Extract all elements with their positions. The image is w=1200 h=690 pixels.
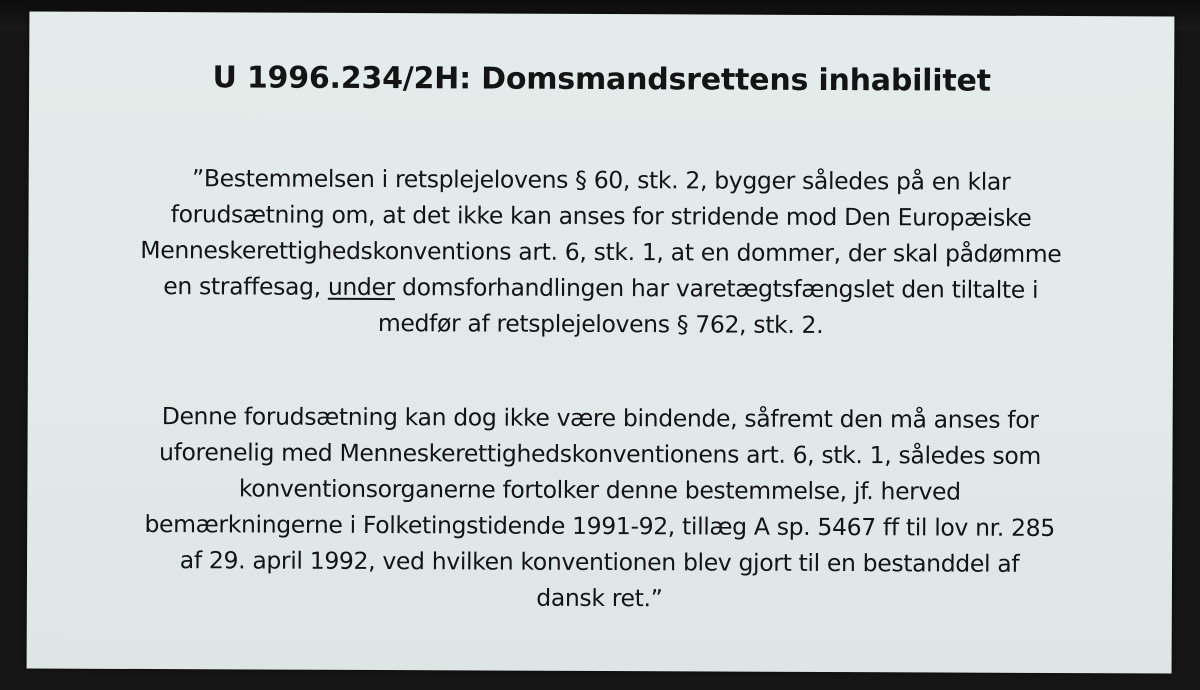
quote-line: uforenelig med Menneskerettighedskonventionens art. 6, stk. 1, således som — [159, 438, 1041, 470]
underlined-word: under — [327, 272, 396, 302]
quote-line: medfør af retsplejelovens § 762, stk. 2. — [377, 309, 824, 339]
quote-text: en straffesag, — [163, 272, 328, 301]
quote-line-with-emphasis — [28, 268, 1173, 309]
quote-paragraph-1 — [28, 160, 1174, 345]
quote-line: konventionsorganerne fortolker denne bestemmelse, jf. herved — [238, 474, 961, 506]
presentation-slide — [27, 12, 1175, 674]
quote-text: domsforhandlingen har varetægtsfængslet den tiltalte i — [394, 273, 1039, 304]
quote-paragraph-2 — [27, 398, 1173, 619]
quote-line: af 29. april 1992, ved hvilken konventionen blev gjort til en bestanddel af — [179, 546, 1020, 578]
quote-line: forudsætning om, at det ikke kan anses for stridende mod Den Europæiske — [170, 200, 1032, 232]
quote-line: Menneskerettighedskonventions art. 6, stk. 1, at en dommer, der skal pådømme — [140, 235, 1062, 269]
quote-line: ”Bestemmelsen i retsplejelovens § 60, stk. 2, bygger således på en klar — [192, 164, 1011, 196]
quote-line: dansk ret.” — [536, 583, 663, 613]
quote-line: Denne forudsætning kan dog ikke være bindende, såfremt den må anses for — [161, 402, 1039, 434]
slide-title: U 1996.234/2H: Domsmandsrettens inhabilitet — [212, 60, 991, 99]
quote-line: bemærkningerne i Folketingstidende 1991-92, tillæg A sp. 5467 ff til lov nr. 285 — [144, 510, 1055, 542]
